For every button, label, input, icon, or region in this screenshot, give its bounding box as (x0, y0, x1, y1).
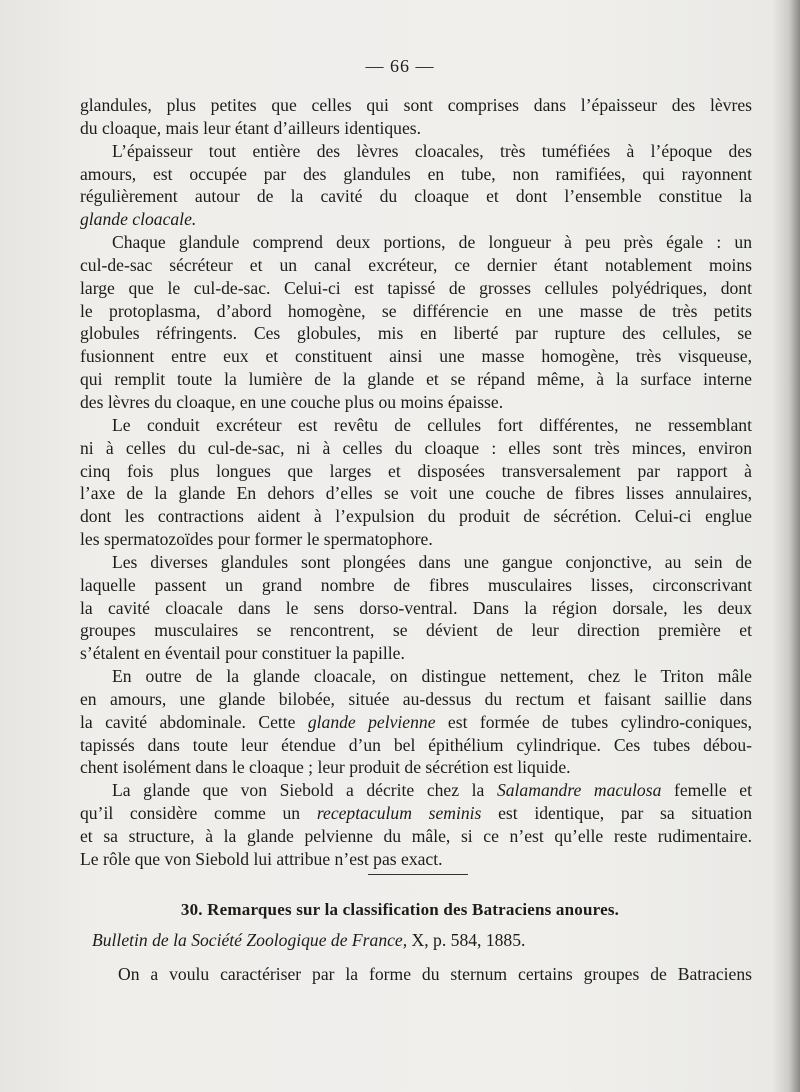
page-edge-shadow (772, 0, 800, 1092)
text-line: glandules, plus petites que celles qui sont comprises dans l’épaisseur des lèvres (80, 95, 752, 115)
italic-term: glande pelvienne (307, 711, 436, 732)
text-line: globules réfringents. Ces globules, mis en liberté par rupture des cellules, se (80, 323, 752, 344)
text-line: les spermatozoïdes pour former le spermatophore. (80, 529, 433, 550)
italic-term: Salamandre maculosa (496, 780, 662, 801)
text-line: large que le cul-de-sac. Celui-ci est tapissé de grosses cellules polyédriques, dont (80, 277, 752, 298)
text-line (80, 208, 752, 231)
italic-term: glande cloacale. (80, 209, 197, 230)
text-segment: la cavité abdominale. Cette (80, 711, 308, 732)
text-line: le protoplasma, d’abord homogène, se différencie en une masse de très petits (80, 300, 752, 321)
text-line: cinq fois plus longues que larges et disposées transversalement par rapport à (80, 460, 752, 481)
text-line (80, 802, 752, 825)
text-segment: chent isolément dans le cloaque ; leur produit de sécrétion est liquide. (80, 757, 571, 778)
text-segment: tapissés dans toute leur étendue d’un bel épithélium cylindrique. Ces tubes débou- (80, 734, 752, 755)
text-line: s’étalent en éventail pour constituer la papille. (80, 643, 405, 664)
text-line: du cloaque, mais leur étant d’ailleurs identiques. (80, 117, 422, 138)
text-segment: Le rôle que von Siebold lui attribue n’est pas exact. (80, 848, 443, 869)
text-line: dont les contractions aident à l’expulsion du produit de sécrétion. Celui-ci englue (80, 506, 752, 527)
text-line (80, 688, 752, 711)
section-divider (368, 874, 468, 875)
text-segment: en amours, une glande bilobée, située au-dessus du rectum et faisant saillie dans (80, 688, 752, 709)
text-line: Chaque glandule comprend deux portions, de longueur à peu près égale : un (112, 232, 752, 253)
text-line: ni à celles du cul-de-sac, ni à celles du cloaque : elles sont très minces, environ (80, 437, 752, 458)
citation-details: X, p. 584, 1885. (407, 930, 526, 950)
text-line: Les diverses glandules sont plongées dans une gangue conjonctive, au sein de (112, 551, 752, 572)
section-first-line: On a voulu caractériser par la forme du sternum certains groupes de Batraciens (118, 964, 752, 984)
text-segment: femelle et (661, 780, 753, 801)
text-segment: En outre de la glande cloacale, on distingue nettement, chez le Triton mâle (112, 666, 752, 687)
body-text (80, 94, 752, 871)
text-segment: et sa structure, à la glande pelvienne du mâle, si ce n’est qu’elle reste rudimentaire. (80, 826, 752, 846)
text-line: la cavité cloacale dans le sens dorso-ventral. Dans la région dorsale, les deux (80, 597, 752, 618)
text-line: l’axe de la glande En dehors d’elles se voit une couche de fibres lisses annulaires, (80, 483, 752, 504)
text-segment: qu’il considère comme un (80, 803, 317, 824)
text-line: fusionnent entre eux et constituent ainsi une masse homogène, très visqueuse, (80, 346, 752, 367)
text-line: régulièrement autour de la cavité du cloaque et dont l’ensemble constitue la (80, 186, 752, 207)
text-segment: La glande que von Siebold a décrite chez la (112, 780, 497, 801)
text-segment: est identique, par sa situation (481, 803, 752, 824)
italic-term: receptaculum seminis (316, 803, 482, 824)
text-line (80, 665, 752, 688)
page-number: — 66 — (365, 56, 435, 76)
citation (92, 930, 772, 951)
text-line: amours, est occupée par des glandules en tube, non ramifiées, qui rayonnent (80, 163, 752, 184)
text-line: L’épaisseur tout entière des lèvres cloacales, très tuméfiées à l’époque des (112, 140, 752, 161)
text-line (80, 848, 752, 871)
text-line: groupes musculaires se rencontrent, se dévient de leur direction première et (80, 620, 752, 641)
text-segment: est formée de tubes cylindro-coniques, (435, 711, 752, 732)
text-line (80, 734, 752, 757)
text-line (80, 825, 752, 848)
text-line (80, 779, 752, 802)
text-line: cul-de-sac sécréteur et un canal excréteur, ce dernier étant notablement moins (80, 254, 752, 275)
text-line: laquelle passent un grand nombre de fibres musculaires lisses, circonscrivant (80, 574, 752, 595)
section-title: 30. Remarques sur la classification des Batraciens anoures. (180, 900, 620, 919)
text-line: des lèvres du cloaque, en une couche plus ou moins épaisse. (80, 391, 504, 412)
citation-journal: Bulletin de la Société Zoologique de France, (92, 930, 408, 950)
text-line (80, 756, 752, 779)
text-line: Le conduit excréteur est revêtu de cellules fort différentes, ne ressemblant (112, 414, 752, 435)
text-line: qui remplit toute la lumière de la glande et se répand même, à la surface interne (80, 369, 752, 390)
text-line (80, 711, 752, 734)
